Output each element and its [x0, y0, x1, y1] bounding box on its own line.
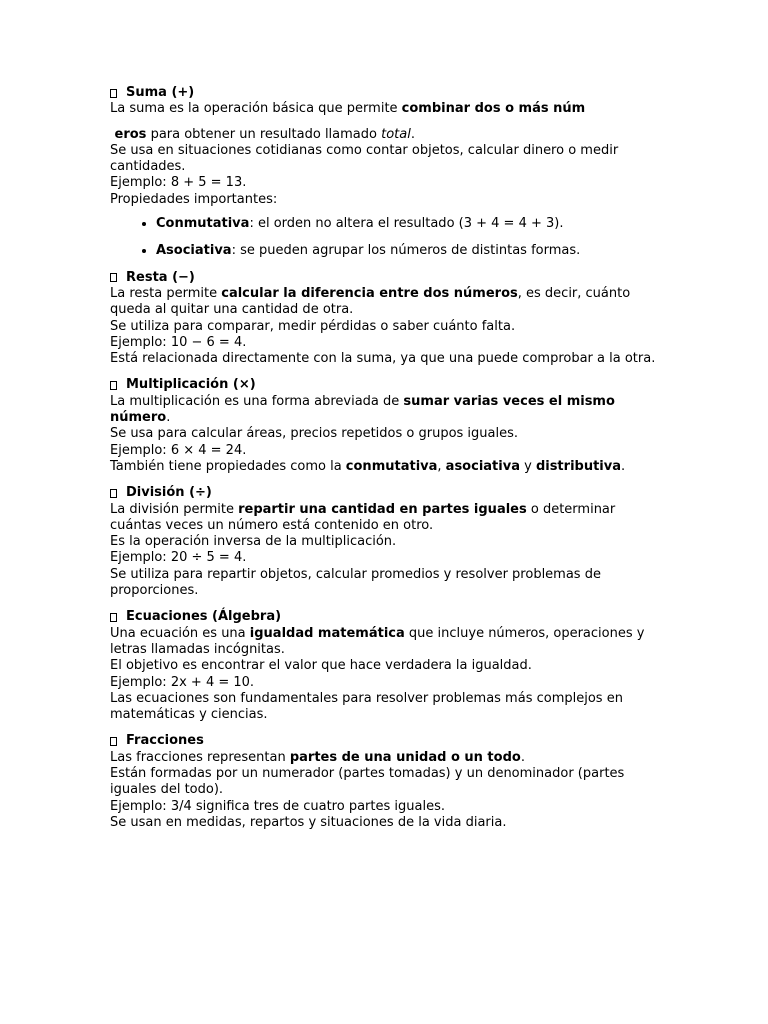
paragraph: Es la operación inversa de la multiplicación.: [110, 534, 397, 550]
list-item: • Conmutativa: el orden no altera el resultado (3 + 4 = 4 + 3).: [156, 215, 670, 232]
section-resta: [110, 270, 670, 368]
section-heading: Fracciones: [110, 733, 670, 749]
section-suma: [110, 85, 670, 260]
paragraph: Están formadas por un numerador (partes tomadas) y un denominador (partes iguales del todo).: [110, 765, 625, 798]
paragraph: Las fracciones representan partes de una unidad o un todo.: [110, 749, 525, 765]
paragraph: Ejemplo: 6 × 4 = 24.: [110, 442, 247, 458]
paragraph: Está relacionada directamente con la suma, ya que una puede comprobar a la otra.: [110, 351, 656, 367]
section-heading: División (÷): [110, 485, 670, 501]
section-heading: Resta (−): [110, 270, 670, 286]
paragraph: Las ecuaciones son fundamentales para resolver problemas más complejos en matemáticas y ciencias.: [110, 690, 623, 723]
document-page: [110, 85, 670, 841]
paragraph: eros para obtener un resultado llamado total.: [110, 126, 415, 142]
missing-glyph-icon: [110, 489, 117, 498]
paragraph: La división permite repartir una cantidad en partes iguales o determinar cuántas veces un número está contenido en otro.: [110, 501, 616, 533]
paragraph: El objetivo es encontrar el valor que hace verdadera la igualdad.: [110, 658, 532, 674]
paragraph: Ejemplo: 2x + 4 = 10.: [110, 674, 255, 690]
section-ecuaciones: [110, 609, 670, 723]
paragraph: Se usan en medidas, repartos y situaciones de la vida diaria.: [110, 814, 507, 830]
paragraph: Ejemplo: 10 − 6 = 4.: [110, 334, 247, 350]
missing-glyph-icon: [110, 89, 117, 98]
section-fracciones: [110, 733, 670, 831]
missing-glyph-icon: [110, 273, 117, 282]
paragraph: Se utiliza para repartir objetos, calcular promedios y resolver problemas de proporciones.: [110, 566, 601, 599]
paragraph: Ejemplo: 8 + 5 = 13.: [110, 175, 247, 191]
paragraph: Ejemplo: 3/4 significa tres de cuatro partes iguales.: [110, 798, 445, 814]
paragraph: La resta permite calcular la diferencia entre dos números, es decir, cuánto queda al quitar una cantidad de otra.: [110, 285, 631, 318]
missing-glyph-icon: [110, 613, 117, 622]
missing-glyph-icon: [110, 737, 117, 746]
paragraph: También tiene propiedades como la conmutativa, asociativa y distributiva.: [110, 458, 626, 474]
paragraph: Se usa para calcular áreas, precios repetidos o grupos iguales.: [110, 426, 519, 442]
paragraph: La multiplicación es una forma abreviada de sumar varias veces el mismo número.: [110, 393, 615, 426]
section-heading: Multiplicación (×): [110, 377, 670, 393]
paragraph: Se usa en situaciones cotidianas como contar objetos, calcular dinero o medir cantidades.: [110, 142, 619, 175]
paragraph: Una ecuación es una igualdad matemática que incluye números, operaciones y letras llamadas incógnitas.: [110, 625, 645, 657]
section-division: [110, 485, 670, 599]
paragraph: Ejemplo: 20 ÷ 5 = 4.: [110, 550, 247, 566]
list-item: • Asociativa: se pueden agrupar los números de distintas formas.: [156, 242, 670, 259]
section-heading: Suma (+): [110, 85, 670, 101]
paragraph: La suma es la operación básica que permite combinar dos o más núm: [110, 101, 586, 117]
properties-list: [110, 215, 670, 260]
paragraph: Propiedades importantes:: [110, 191, 278, 207]
section-heading: Ecuaciones (Álgebra): [110, 609, 670, 625]
missing-glyph-icon: [110, 381, 117, 390]
paragraph: Se utiliza para comparar, medir pérdidas o saber cuánto falta.: [110, 318, 516, 334]
section-multiplicacion: [110, 377, 670, 475]
line-gap: [110, 118, 670, 127]
